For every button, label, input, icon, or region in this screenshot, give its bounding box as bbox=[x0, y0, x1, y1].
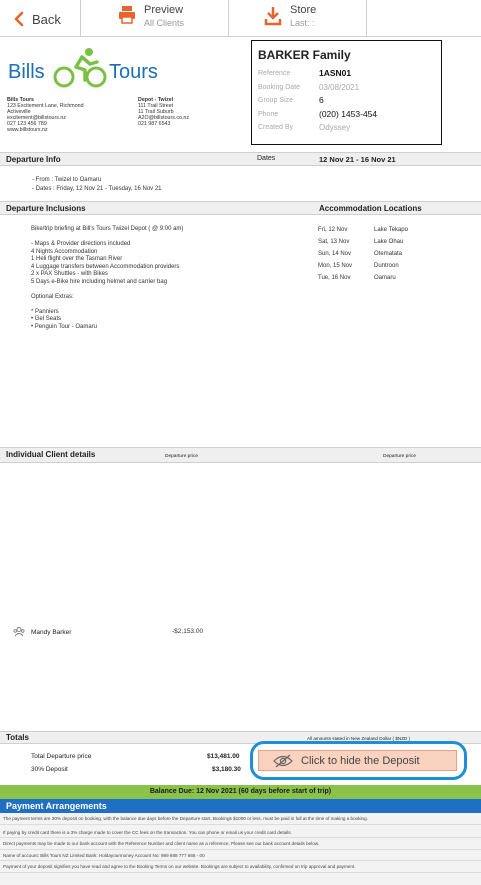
preview-label: Preview bbox=[144, 4, 184, 16]
inclusion-line: - Maps & Provider directions included bbox=[31, 241, 131, 247]
total-departure-label: Total Departure price bbox=[31, 753, 92, 760]
accommodation-row bbox=[318, 272, 408, 284]
inclusion-line: • Penguin Tour - Oamaru bbox=[31, 323, 98, 330]
departure-dates-line: - Dates : Friday, 12 Nov 21 - Tuesday, 16 Nov 21 bbox=[32, 186, 162, 192]
inclusion-line bbox=[31, 301, 183, 309]
client-row[interactable] bbox=[13, 627, 71, 637]
hide-deposit-label: Click to hide the Deposit bbox=[301, 754, 420, 767]
accommodation-row bbox=[318, 236, 408, 248]
inclusions-list bbox=[31, 226, 183, 331]
depot-address-line: 111 Trail Street bbox=[138, 103, 174, 109]
reference-value: 1ASN01 bbox=[319, 68, 352, 78]
download-icon bbox=[264, 4, 282, 28]
departure-price-header: Departure price bbox=[165, 454, 199, 459]
client-price: -$2,153.00 bbox=[172, 628, 204, 635]
reference-label: Reference bbox=[258, 70, 291, 77]
created-by-label: Created By bbox=[258, 124, 294, 131]
departure-price-header: Departure price bbox=[383, 454, 417, 459]
accommodation-date: Tue, 16 Nov bbox=[318, 275, 351, 281]
inclusion-line bbox=[31, 234, 183, 242]
dates-value: 12 Nov 21 - 16 Nov 21 bbox=[319, 155, 396, 164]
company-web: www.billstours.nz bbox=[7, 127, 48, 133]
depot-address bbox=[138, 97, 189, 127]
accommodation-date: Mon, 15 Nov bbox=[318, 263, 353, 269]
preview-sub-label: All Clients bbox=[144, 18, 185, 28]
inclusion-line: Bike/trip briefing at Bill's Tours Twizel Depot ( @ 9:00 am) bbox=[31, 226, 184, 232]
accommodation-place: Lake Tekapo bbox=[374, 227, 408, 233]
payment-title: Payment Arrangements bbox=[0, 799, 481, 813]
toolbar-divider bbox=[228, 0, 229, 37]
company-address-line: 123 Excitement Lane, Richmond bbox=[7, 103, 84, 109]
store-sub-label: Last: : bbox=[290, 18, 315, 28]
departure-info-title: Departure Info bbox=[6, 155, 61, 164]
company-phone: 027 123 456 789 bbox=[7, 121, 47, 127]
accommodation-date: Fri, 12 Nov bbox=[318, 227, 348, 233]
family-name: BARKER Family bbox=[258, 48, 351, 62]
toolbar bbox=[0, 0, 481, 37]
departure-info-bar bbox=[0, 152, 481, 166]
logo-text-left: Bills bbox=[8, 61, 45, 83]
payment-line: Name of account: Bills Tours NZ Limited Bank: Holdayourmoney Account No: 999 888 777 666 - 00 bbox=[0, 850, 481, 862]
company-name: Bills Tours bbox=[7, 97, 34, 103]
accommodation-row bbox=[318, 260, 408, 272]
dates-label: Dates bbox=[257, 155, 276, 162]
group-size-label: Group Size bbox=[258, 97, 294, 104]
deposit-label: 30% Deposit bbox=[31, 766, 68, 773]
inclusions-title: Departure Inclusions bbox=[6, 204, 86, 213]
totals-title: Totals bbox=[6, 733, 29, 742]
toolbar-divider bbox=[366, 0, 367, 37]
booking-summary-box bbox=[251, 40, 442, 145]
inclusion-line: • Gel Seats bbox=[31, 316, 62, 322]
accommodation-date: Sun, 14 Nov bbox=[318, 251, 352, 257]
company-logo bbox=[8, 47, 168, 89]
chevron-left-icon bbox=[14, 11, 24, 27]
depot-address-line: 11 Trail Suburb bbox=[138, 109, 174, 115]
departure-from: - From : Twizel to Oamaru bbox=[32, 177, 102, 183]
bicycle-icon bbox=[52, 47, 108, 89]
company-email: excitement@billstours.nz bbox=[7, 115, 66, 121]
booking-date-value: 03/08/2021 bbox=[319, 82, 360, 92]
inclusion-line: 2 x PAX Shuttles - with Bikes bbox=[31, 271, 108, 277]
payment-line: Direct payments may be made to our bank account with the Reference Number and client name as a reference. Please see our bank account details below. bbox=[0, 838, 481, 850]
client-name: Mandy Barker bbox=[31, 628, 72, 636]
inclusion-line bbox=[31, 286, 183, 294]
store-label: Store bbox=[290, 4, 317, 16]
accommodation-title: Accommodation Locations bbox=[319, 204, 422, 213]
accommodation-place: Duntroon bbox=[374, 263, 399, 269]
inclusion-line: * Panniers bbox=[31, 308, 59, 315]
payment-line: Payment of your deposit signifies you have read and agree to the Booking Terms on our website. Bookings are subject to availability, confirmed on trip approval and payment. bbox=[0, 861, 481, 873]
inclusion-line: 1 Heli flight over the Tasman River bbox=[31, 256, 123, 262]
store-button[interactable] bbox=[264, 4, 316, 29]
client-details-title: Individual Client details bbox=[6, 450, 96, 459]
depot-title: Depot - Twizel bbox=[138, 97, 174, 103]
accommodation-list bbox=[318, 224, 408, 284]
balance-due-bar: Balance Due: 12 Nov 2021 (60 days before start of trip) bbox=[0, 785, 481, 799]
accommodation-place: Otematata bbox=[374, 251, 403, 257]
printer-icon bbox=[118, 4, 136, 26]
accommodation-row bbox=[318, 224, 408, 236]
accommodation-place: Lake Ohau bbox=[374, 239, 404, 245]
company-address bbox=[7, 97, 84, 133]
eye-off-icon bbox=[273, 754, 293, 768]
inclusion-line: 4 Nights Accommodation bbox=[31, 248, 98, 255]
inclusion-line: 5 Days e-Bike hire including helmet and carrier bag bbox=[31, 278, 168, 285]
total-departure-value: $13,481.00 bbox=[207, 753, 240, 760]
currency-note: All amounts stated in New Zealand Dollar ( $NZD ) bbox=[307, 736, 411, 741]
company-address-line: Activeville bbox=[7, 109, 31, 115]
phone-label: Phone bbox=[258, 110, 279, 118]
inclusion-line: 4 Luggage transfers between Accommodation providers bbox=[31, 263, 180, 270]
group-icon bbox=[13, 627, 25, 637]
accommodation-date: Sat, 13 Nov bbox=[318, 239, 350, 245]
booking-date-label: Booking Date bbox=[258, 83, 301, 91]
payment-arrangements bbox=[0, 799, 481, 885]
group-size-value: 6 bbox=[319, 95, 324, 105]
back-button[interactable] bbox=[14, 9, 61, 29]
client-details-bar bbox=[0, 447, 481, 463]
accommodation-row bbox=[318, 248, 408, 260]
inclusion-line: Optional Extras: bbox=[31, 293, 74, 300]
hide-deposit-button[interactable] bbox=[258, 750, 457, 771]
accommodation-place: Oamaru bbox=[374, 275, 396, 281]
created-by-value: Odyssey bbox=[319, 123, 351, 132]
depot-email: A2O@billstours.co.nz bbox=[138, 115, 190, 121]
phone-value: (020) 1453-454 bbox=[319, 108, 378, 119]
logo-text-right: Tours bbox=[109, 61, 158, 83]
preview-button[interactable] bbox=[118, 4, 184, 29]
back-label: Back bbox=[32, 11, 61, 27]
inclusions-bar bbox=[0, 201, 481, 215]
deposit-value: $3,180.30 bbox=[212, 766, 241, 773]
depot-phone: 021 987 6543 bbox=[138, 121, 171, 127]
toolbar-divider bbox=[80, 0, 81, 37]
payment-line: The payment terms are 30% deposit on booking, with the balance due days before the Departure start. Bookings $1000 or less, must be paid in full at the time of making a booking. bbox=[0, 813, 481, 825]
payment-line: If paying by credit card there is a 3% charge made to cover the CC fees on the transaction. You can phone or email us your credit card details. bbox=[0, 827, 481, 839]
